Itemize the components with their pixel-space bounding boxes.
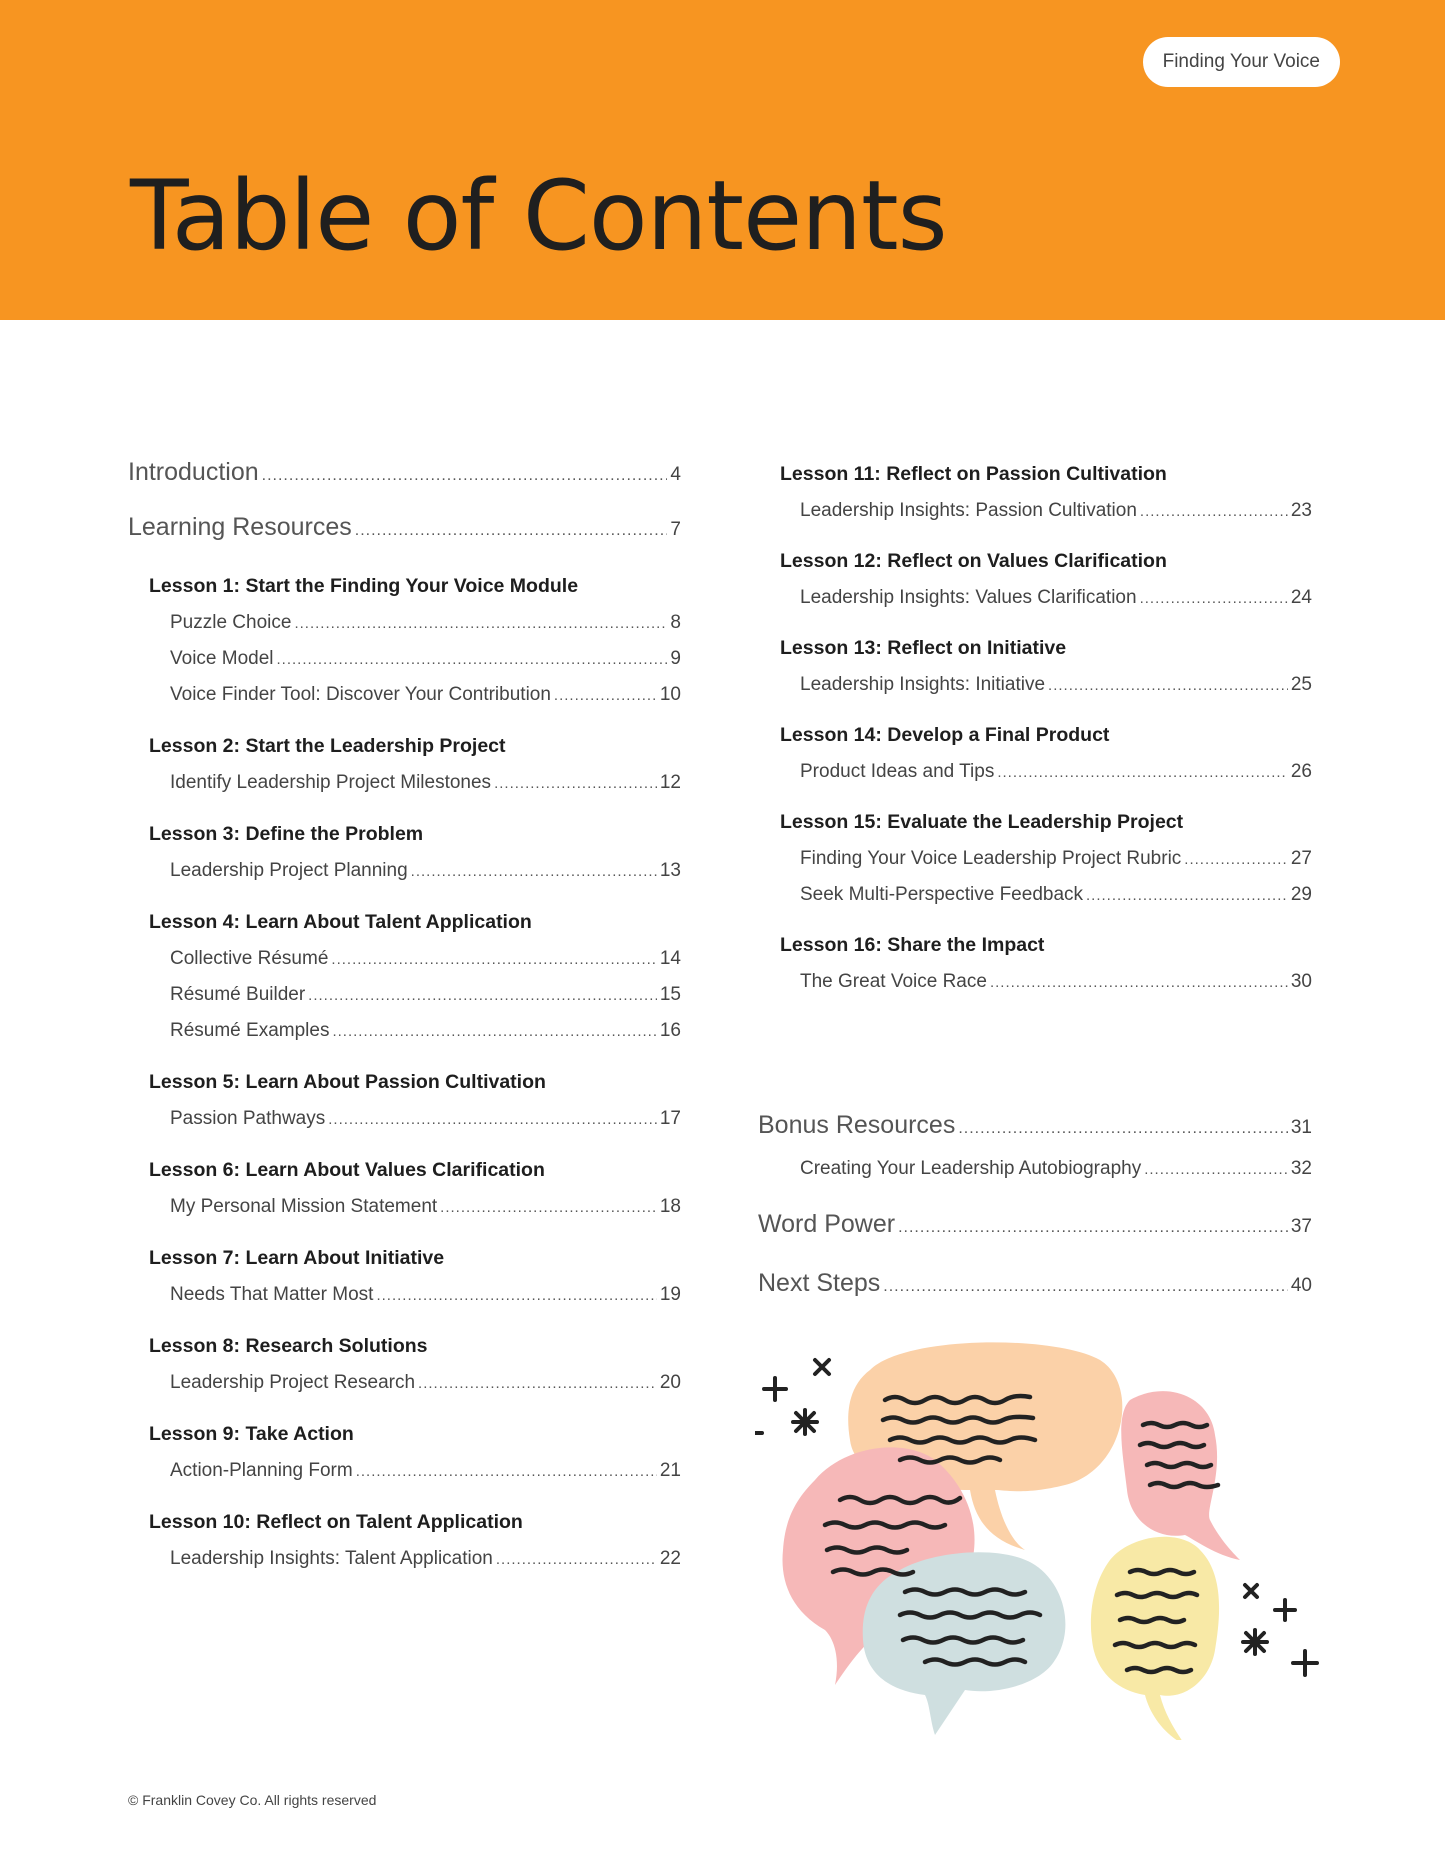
- lesson-title[interactable]: Lesson 7: Learn About Initiative: [149, 1247, 445, 1269]
- toc-section[interactable]: [128, 513, 681, 542]
- toc-entry-label: Puzzle Choice: [170, 612, 292, 633]
- toc-item[interactable]: [128, 858, 681, 884]
- dot-leader: [411, 859, 657, 884]
- lesson-group: [128, 732, 681, 796]
- speech-bubble-pink-small: [1121, 1391, 1240, 1560]
- toc-item[interactable]: [128, 682, 681, 708]
- toc-item[interactable]: [758, 969, 1312, 995]
- dot-leader: [496, 1547, 657, 1572]
- toc-item[interactable]: [758, 1158, 1312, 1180]
- dot-leader: [331, 947, 656, 972]
- toc-entry-label: Needs That Matter Most: [170, 1284, 374, 1305]
- lesson-title[interactable]: Lesson 10: Reflect on Talent Application: [149, 1511, 523, 1533]
- toc-section[interactable]: [758, 1111, 1312, 1140]
- dot-leader: [997, 760, 1288, 785]
- lesson-title[interactable]: Lesson 6: Learn About Values Clarification: [149, 1159, 545, 1181]
- toc-item[interactable]: [128, 982, 681, 1008]
- dot-leader: [328, 1107, 657, 1132]
- toc-left-column: [128, 458, 681, 1572]
- lesson-group: [128, 908, 681, 1044]
- toc-entry-label: My Personal Mission Statement: [170, 1196, 438, 1217]
- page-title: Table of Contents: [130, 160, 947, 272]
- speech-bubble-grey: [863, 1552, 1066, 1735]
- lesson-title[interactable]: Lesson 3: Define the Problem: [149, 823, 424, 845]
- toc-item[interactable]: [128, 946, 681, 972]
- sparkle-mark: [755, 1421, 762, 1445]
- lesson-title[interactable]: Lesson 15: Evaluate the Leadership Project: [780, 811, 1184, 833]
- toc-item[interactable]: [128, 1458, 681, 1484]
- dot-leader: [308, 983, 657, 1008]
- speech-bubble-yellow: [1091, 1537, 1219, 1740]
- dot-leader: [554, 683, 657, 708]
- lesson-group: [758, 931, 1312, 995]
- page-number: 9: [670, 648, 681, 669]
- toc-item[interactable]: [758, 498, 1312, 524]
- lesson-title[interactable]: Lesson 13: Reflect on Initiative: [780, 637, 1067, 659]
- dot-leader: [494, 771, 657, 796]
- lesson-title[interactable]: Lesson 16: Share the Impact: [780, 934, 1045, 956]
- toc-item[interactable]: [128, 646, 681, 672]
- page-number: 13: [659, 860, 681, 881]
- toc-entry-label: Next Steps: [758, 1269, 881, 1297]
- dot-leader: [332, 1019, 656, 1044]
- toc-entry-label: Identify Leadership Project Milestones: [170, 772, 492, 793]
- toc-section[interactable]: [758, 1269, 1312, 1298]
- dot-leader: [898, 1219, 1288, 1237]
- dot-leader: [883, 1278, 1288, 1296]
- toc-entry-label: Voice Model: [170, 648, 274, 669]
- dot-leader: [1144, 1161, 1288, 1178]
- toc-entry-label: Leadership Project Research: [170, 1372, 416, 1393]
- page-number: 26: [1290, 761, 1312, 782]
- page-number: 21: [659, 1460, 681, 1481]
- page-number: 19: [659, 1284, 681, 1305]
- toc-entry-label: Introduction: [128, 458, 259, 486]
- toc-entry-label: Seek Multi-Perspective Feedback: [800, 884, 1084, 905]
- toc-item[interactable]: [128, 1106, 681, 1132]
- lesson-title[interactable]: Lesson 11: Reflect on Passion Cultivation: [780, 463, 1167, 485]
- toc-entry-label: Action-Planning Form: [170, 1460, 353, 1481]
- page-number: 20: [659, 1372, 681, 1393]
- toc-item[interactable]: [128, 1370, 681, 1396]
- toc-entry-label: Leadership Insights: Talent Application: [170, 1548, 493, 1569]
- toc-entry-label: Leadership Insights: Passion Cultivation: [800, 500, 1137, 521]
- dot-leader: [294, 611, 667, 636]
- lesson-group: [758, 721, 1312, 785]
- page-number: 4: [670, 464, 681, 485]
- dot-leader: [958, 1120, 1288, 1138]
- page-number: 25: [1290, 674, 1312, 695]
- lesson-group: [128, 1244, 681, 1308]
- page-number: 18: [659, 1196, 681, 1217]
- lesson-group: [128, 572, 681, 708]
- toc-entry-label: Collective Résumé: [170, 948, 329, 969]
- lesson-title[interactable]: Lesson 9: Take Action: [149, 1423, 354, 1445]
- page-number: 12: [659, 772, 681, 793]
- page-number: 7: [670, 519, 681, 540]
- lesson-title[interactable]: Lesson 1: Start the Finding Your Voice Module: [149, 575, 579, 597]
- dot-leader: [1048, 673, 1288, 698]
- page-number: 16: [659, 1020, 681, 1041]
- header-banner: [0, 0, 1445, 320]
- lesson-title[interactable]: Lesson 12: Reflect on Values Clarification: [780, 550, 1167, 572]
- page-number: 32: [1290, 1158, 1312, 1179]
- dot-leader: [376, 1283, 656, 1308]
- toc-item[interactable]: [758, 672, 1312, 698]
- lesson-group: [128, 1332, 681, 1396]
- toc-entry-label: Résumé Examples: [170, 1020, 330, 1041]
- page-number: 24: [1290, 587, 1312, 608]
- page-number: 27: [1290, 848, 1312, 869]
- toc-entry-label: Learning Resources: [128, 513, 352, 541]
- toc-item[interactable]: [758, 882, 1312, 908]
- toc-item[interactable]: [128, 1194, 681, 1220]
- lesson-group: [128, 1508, 681, 1572]
- toc-entry-label: Creating Your Leadership Autobiography: [800, 1158, 1142, 1179]
- sparkle-mark: [793, 1410, 817, 1434]
- lesson-group: [128, 1420, 681, 1484]
- lesson-group: [758, 460, 1312, 524]
- page-number: 22: [659, 1548, 681, 1569]
- dot-leader: [418, 1371, 657, 1396]
- toc-item[interactable]: [128, 1546, 681, 1572]
- page-number: 29: [1290, 884, 1312, 905]
- module-badge: Finding Your Voice: [1143, 37, 1340, 87]
- dot-leader: [262, 467, 668, 485]
- spacer: [758, 995, 1312, 1081]
- page-number: 31: [1290, 1117, 1312, 1138]
- toc-entry-label: The Great Voice Race: [800, 971, 987, 992]
- page-number: 37: [1290, 1216, 1312, 1237]
- dot-leader: [1086, 883, 1288, 908]
- toc-item[interactable]: [128, 610, 681, 636]
- dot-leader: [1140, 499, 1288, 524]
- speech-bubbles-icon: [755, 1340, 1345, 1740]
- page-number: 15: [659, 984, 681, 1005]
- toc-section[interactable]: [758, 1210, 1312, 1239]
- page-number: 10: [659, 684, 681, 705]
- lesson-title[interactable]: Lesson 8: Research Solutions: [149, 1335, 428, 1357]
- toc-item[interactable]: [758, 585, 1312, 611]
- lesson-group: [758, 808, 1312, 908]
- copyright-footer: © Franklin Covey Co. All rights reserved: [128, 1792, 377, 1808]
- sparkle-mark: [764, 1378, 786, 1400]
- lesson-title[interactable]: Lesson 2: Start the Leadership Project: [149, 735, 506, 757]
- lesson-group: [758, 634, 1312, 698]
- toc-entry-label: Leadership Insights: Values Clarification: [800, 587, 1137, 608]
- lesson-title[interactable]: Lesson 4: Learn About Talent Application: [149, 911, 532, 933]
- dot-leader: [440, 1195, 657, 1220]
- sparkle-mark: [1275, 1600, 1295, 1620]
- lesson-title[interactable]: Lesson 5: Learn About Passion Cultivation: [149, 1071, 546, 1093]
- page-number: 40: [1290, 1275, 1312, 1296]
- toc-item[interactable]: [128, 1018, 681, 1044]
- lesson-group: [128, 1068, 681, 1132]
- toc-entry-label: Finding Your Voice Leadership Project Rubric: [800, 848, 1182, 869]
- page-number: 8: [670, 612, 681, 633]
- toc-item[interactable]: [758, 759, 1312, 785]
- sparkle-mark: [1245, 1585, 1257, 1597]
- dot-leader: [990, 970, 1288, 995]
- lesson-group: [758, 547, 1312, 611]
- dot-leader: [356, 1459, 657, 1484]
- dot-leader: [355, 522, 668, 540]
- lesson-group: [128, 1156, 681, 1220]
- toc-entry-label: Voice Finder Tool: Discover Your Contribution: [170, 684, 551, 705]
- dot-leader: [277, 647, 668, 672]
- toc-item[interactable]: [758, 846, 1312, 872]
- sparkle-mark: [815, 1360, 829, 1374]
- lesson-group: [128, 820, 681, 884]
- page-number: 17: [659, 1108, 681, 1129]
- toc-entry-label: Word Power: [758, 1210, 896, 1238]
- sparkle-mark: [1293, 1651, 1317, 1675]
- toc-entry-label: Leadership Project Planning: [170, 860, 408, 881]
- dot-leader: [1184, 847, 1288, 872]
- sparkle-mark: [1243, 1630, 1267, 1654]
- toc-entry-label: Résumé Builder: [170, 984, 306, 1005]
- toc-entry-label: Bonus Resources: [758, 1111, 956, 1139]
- lesson-title[interactable]: Lesson 14: Develop a Final Product: [780, 724, 1110, 746]
- page-number: 30: [1290, 971, 1312, 992]
- toc-section[interactable]: [128, 458, 681, 487]
- toc-right-column: [758, 460, 1312, 1298]
- toc-entry-label: Leadership Insights: Initiative: [800, 674, 1046, 695]
- dot-leader: [1140, 586, 1288, 611]
- toc-item[interactable]: [128, 1282, 681, 1308]
- page-number: 14: [659, 948, 681, 969]
- page-number: 23: [1290, 500, 1312, 521]
- toc-entry-label: Product Ideas and Tips: [800, 761, 995, 782]
- toc-item[interactable]: [128, 770, 681, 796]
- toc-entry-label: Passion Pathways: [170, 1108, 326, 1129]
